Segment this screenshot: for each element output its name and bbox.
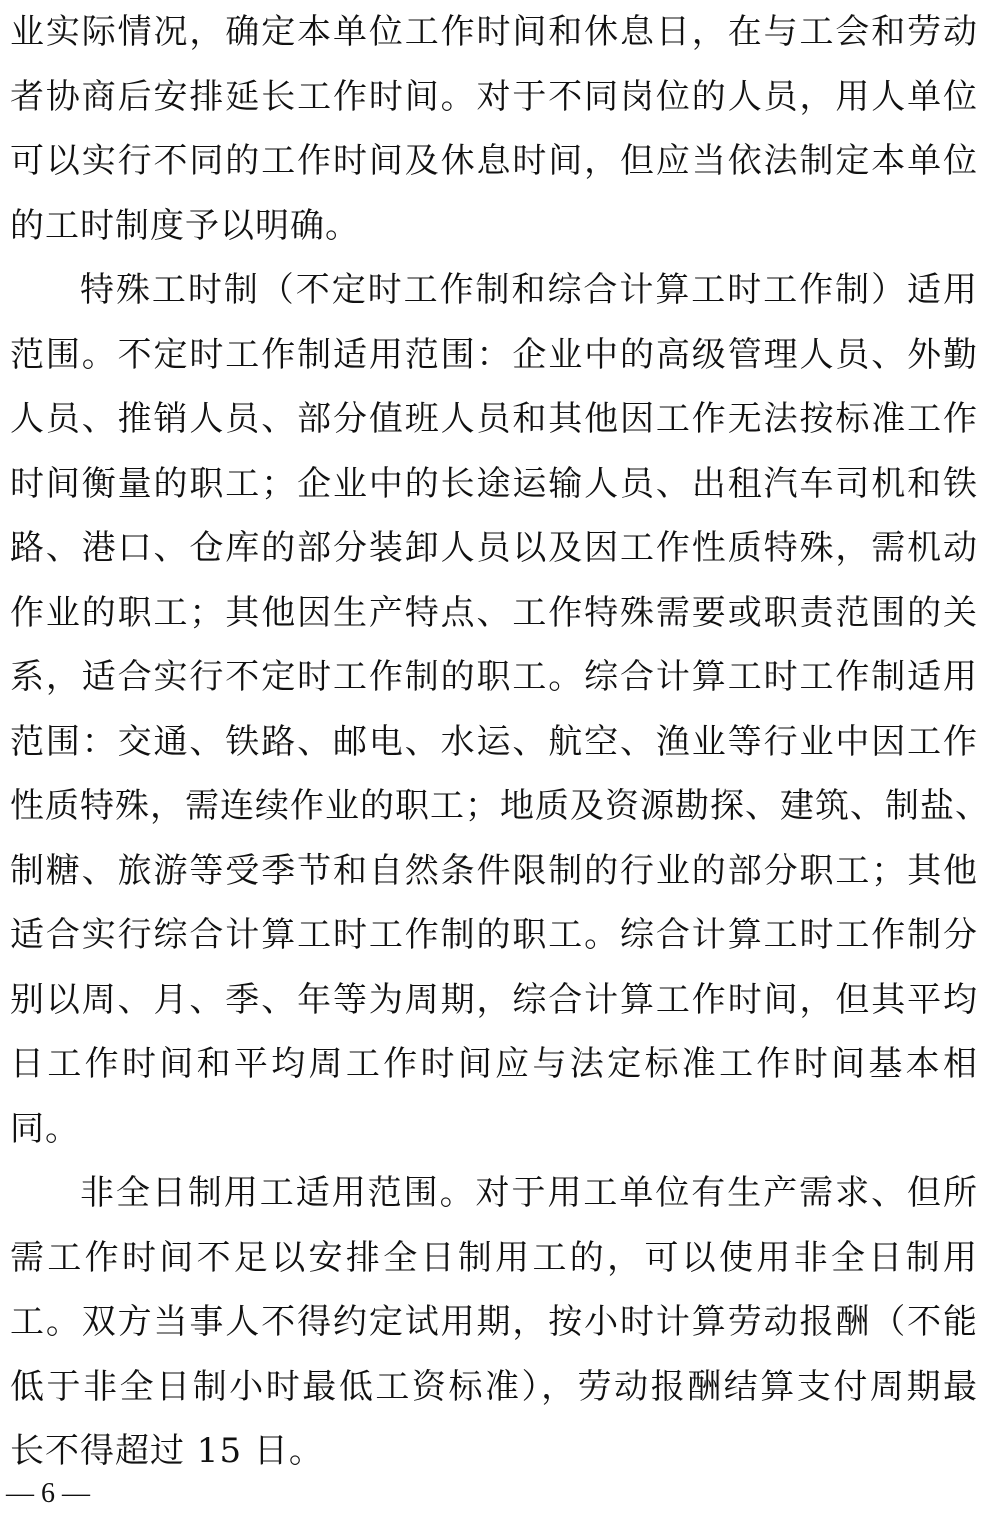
paragraph-2-line-5: 路、港口、仓库的部分装卸人员以及因工作性质特殊，需机动 xyxy=(10,528,978,568)
document-body xyxy=(10,0,990,1484)
paragraph-2-line-1: 特殊工时制（不定时工作制和综合计算工时工作制）适用 xyxy=(80,270,978,310)
paragraph-2-line-9: 性质特殊，需连续作业的职工；地质及资源勘探、建筑、制盐、 xyxy=(10,786,990,826)
paragraph-2-line-7: 系，适合实行不定时工作制的职工。综合计算工时工作制适用 xyxy=(10,657,978,697)
paragraph-1-line-1: 业实际情况，确定本单位工作时间和休息日，在与工会和劳动 xyxy=(10,12,978,52)
paragraph-2-line-10: 制糖、旅游等受季节和自然条件限制的行业的部分职工；其他 xyxy=(10,850,978,891)
paragraph-2-line-12: 别以周、月、季、年等为周期，综合计算工作时间，但其平均 xyxy=(10,979,978,1020)
paragraph-2-line-14: 同。 xyxy=(10,1108,80,1149)
paragraph-3-line-4: 低于非全日制小时最低工资标准），劳动报酬结算支付周期最 xyxy=(10,1366,978,1407)
page-number: — 6 — xyxy=(6,1478,90,1509)
paragraph-2-line-3: 人员、推销人员、部分值班人员和其他因工作无法按标准工作 xyxy=(10,399,978,439)
paragraph-2-line-13: 日工作时间和平均周工作时间应与法定标准工作时间基本相 xyxy=(10,1044,978,1084)
paragraph-2-line-4: 时间衡量的职工；企业中的长途运输人员、出租汽车司机和铁 xyxy=(10,463,978,504)
paragraph-3-line-3: 工。双方当事人不得约定试用期，按小时计算劳动报酬（不能 xyxy=(10,1302,978,1342)
paragraph-3-line-2: 需工作时间不足以安排全日制用工的，可以使用非全日制用 xyxy=(10,1237,978,1278)
paragraph-3-line-5: 长不得超过 15 日。 xyxy=(10,1431,324,1471)
paragraph-1-line-2: 者协商后安排延长工作时间。对于不同岗位的人员，用人单位 xyxy=(10,76,978,117)
paragraph-2-line-11: 适合实行综合计算工时工作制的职工。综合计算工时工作制分 xyxy=(10,915,978,955)
paragraph-2-line-6: 作业的职工；其他因生产特点、工作特殊需要或职责范围的关 xyxy=(10,592,978,633)
paragraph-2-line-8: 范围：交通、铁路、邮电、水运、航空、渔业等行业中因工作 xyxy=(10,721,978,762)
paragraph-1-line-3: 可以实行不同的工作时间及休息时间，但应当依法制定本单位 xyxy=(10,141,978,181)
paragraph-1-line-4: 的工时制度予以明确。 xyxy=(10,205,360,246)
paragraph-3-line-1: 非全日制用工适用范围。对于用工单位有生产需求、但所 xyxy=(80,1173,978,1213)
paragraph-2-line-2: 范围。不定时工作制适用范围：企业中的高级管理人员、外勤 xyxy=(10,334,978,375)
